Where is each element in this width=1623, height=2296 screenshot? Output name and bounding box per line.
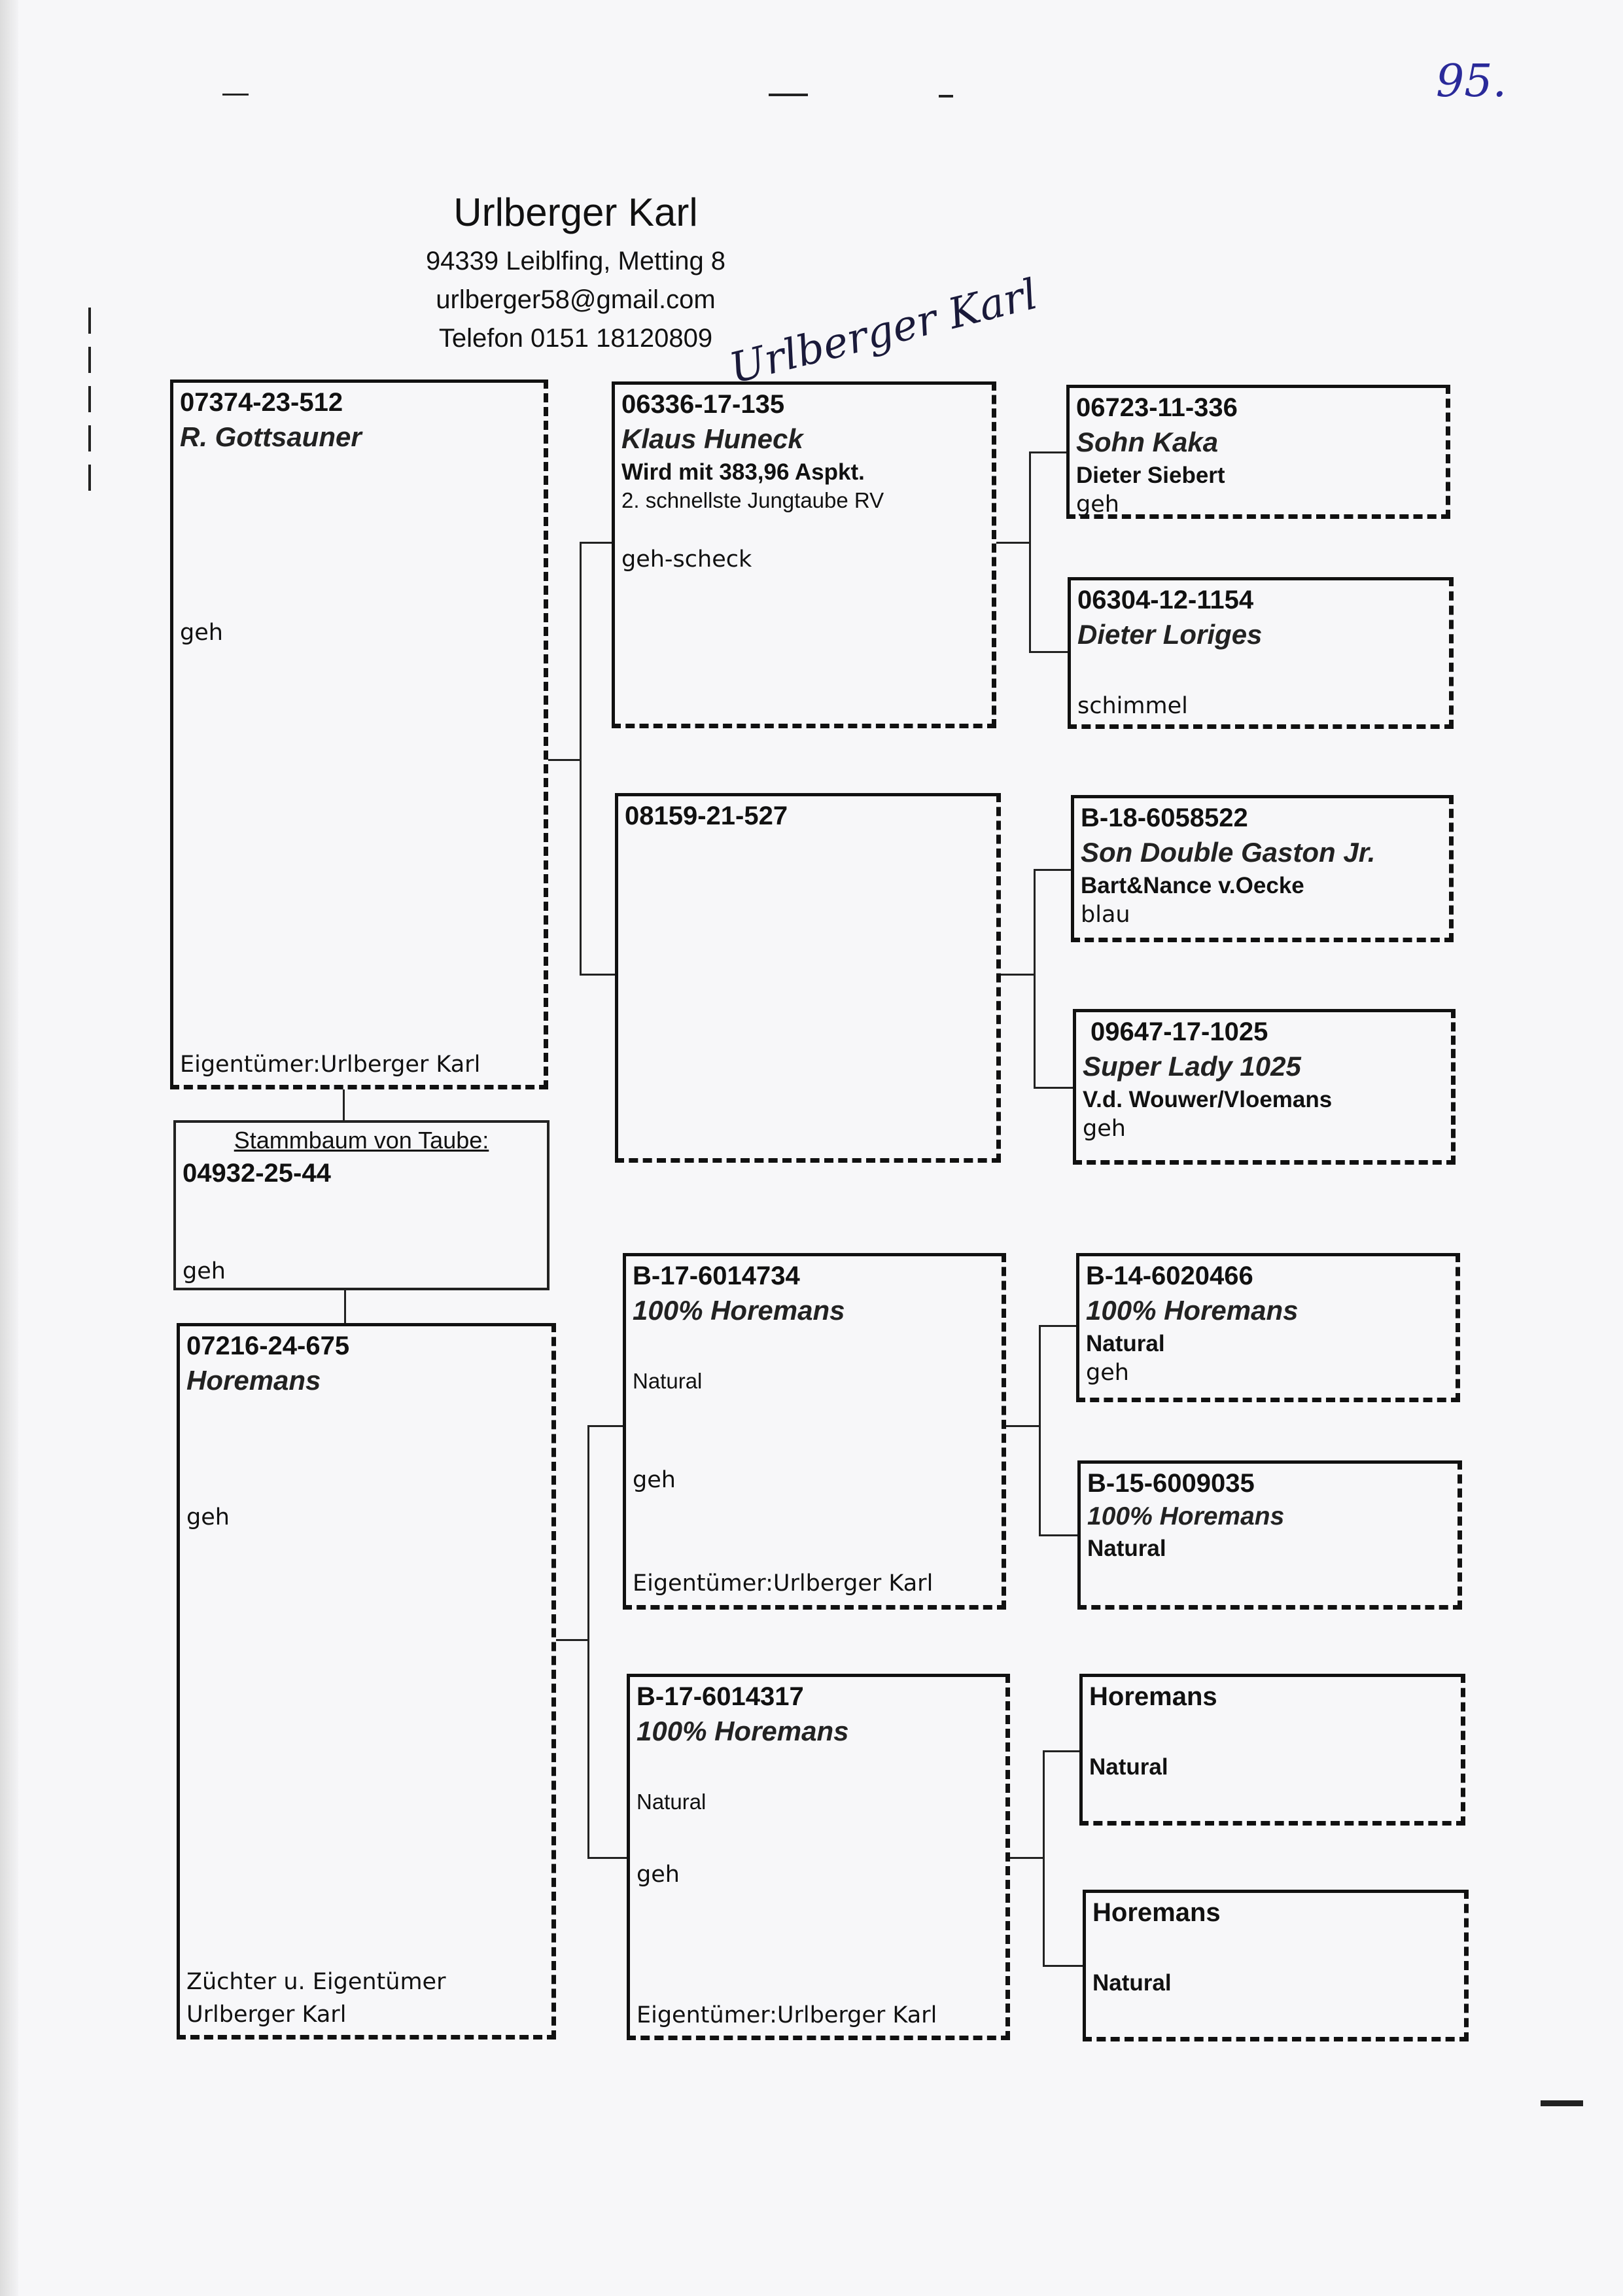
pigeon-name: 100% Horemans bbox=[1087, 1502, 1285, 1530]
ring-number: 08159-21-527 bbox=[625, 802, 788, 830]
mfm-box bbox=[1077, 1460, 1462, 1610]
ffm-box bbox=[1068, 577, 1454, 729]
page-number: 95. bbox=[1436, 56, 1507, 107]
connector-line bbox=[548, 759, 581, 761]
scan-mark bbox=[769, 94, 808, 96]
connector-line bbox=[580, 974, 615, 976]
ring-number: B-17-6014317 bbox=[637, 1682, 804, 1711]
ring-number: B-18-6058522 bbox=[1081, 804, 1248, 832]
connector-line bbox=[1043, 1965, 1083, 1967]
pigeon-name: Klaus Huneck bbox=[621, 423, 803, 454]
connector-line bbox=[1010, 1857, 1044, 1859]
connector-line bbox=[1006, 1425, 1040, 1427]
breeder-name: Urlberger Karl bbox=[186, 2002, 347, 2028]
owner-address: 94339 Leiblfing, Metting 8 bbox=[425, 247, 726, 275]
pigeon-name: Sohn Kaka bbox=[1076, 427, 1219, 457]
pigeon-color: geh-scheck bbox=[621, 546, 752, 573]
pigeon-name: Super Lady 1025 bbox=[1083, 1051, 1301, 1082]
pigeon-color: blau bbox=[1081, 902, 1130, 928]
connector-line bbox=[580, 542, 582, 975]
connector-line bbox=[1043, 1750, 1045, 1966]
connector-line bbox=[344, 1290, 346, 1323]
connector-line bbox=[587, 1425, 589, 1858]
connector-line bbox=[996, 542, 1030, 544]
mmm-box bbox=[1083, 1890, 1469, 2041]
mother-box bbox=[177, 1323, 556, 2040]
ring-number: 06723-11-336 bbox=[1076, 393, 1238, 422]
pigeon-type: Natural bbox=[637, 1790, 707, 1814]
scan-mark bbox=[939, 95, 953, 97]
performance-note: Wird mit 383,96 Aspkt. bbox=[621, 459, 865, 485]
fmm-box bbox=[1073, 1009, 1456, 1165]
connector-line bbox=[1039, 1534, 1077, 1536]
pigeon-type: Natural bbox=[1089, 1754, 1168, 1780]
breeder-header bbox=[366, 190, 785, 362]
connector-line bbox=[1029, 451, 1031, 652]
ff-box bbox=[612, 381, 996, 728]
ring-number: B-17-6014734 bbox=[633, 1262, 800, 1290]
owner-label: Eigentümer:Urlberger Karl bbox=[633, 1570, 934, 1597]
scan-mark bbox=[88, 308, 91, 491]
connector-line bbox=[1039, 1325, 1076, 1327]
pedigree-title: Stammbaum von Taube: bbox=[234, 1127, 489, 1154]
pigeon-color: geh bbox=[633, 1467, 676, 1493]
pigeon-type: Natural bbox=[633, 1369, 703, 1393]
pigeon-color: schimmel bbox=[1077, 693, 1188, 719]
pigeon-name: 100% Horemans bbox=[633, 1295, 845, 1326]
pigeon-color: geh bbox=[186, 1504, 230, 1530]
pigeon-type: Natural bbox=[1087, 1535, 1166, 1561]
connector-line bbox=[1034, 869, 1036, 1088]
pigeon-color: geh bbox=[1076, 491, 1119, 518]
pigeon-color: geh bbox=[183, 1258, 226, 1284]
fff-box bbox=[1066, 385, 1450, 519]
owner-name: Urlberger Karl bbox=[453, 190, 698, 234]
pigeon-name: Horemans bbox=[1092, 1898, 1221, 1927]
breeder-name: Dieter Siebert bbox=[1076, 462, 1225, 488]
subject-box bbox=[173, 1120, 550, 1290]
connector-line bbox=[1034, 869, 1071, 871]
owner-email: urlberger58@gmail.com bbox=[436, 285, 716, 314]
connector-line bbox=[1043, 1750, 1079, 1752]
pigeon-type: Natural bbox=[1086, 1330, 1165, 1356]
connector-line bbox=[1029, 451, 1066, 453]
pigeon-name: Son Double Gaston Jr. bbox=[1081, 837, 1376, 868]
connector-line bbox=[587, 1425, 623, 1427]
ring-number: B-15-6009035 bbox=[1087, 1469, 1255, 1498]
fmf-box bbox=[1071, 795, 1454, 942]
connector-line bbox=[587, 1857, 627, 1859]
performance-note: 2. schnellste Jungtaube RV bbox=[621, 488, 884, 513]
pigeon-color: geh bbox=[180, 620, 223, 646]
ring-number: 07216-24-675 bbox=[186, 1332, 350, 1360]
connector-line bbox=[580, 542, 612, 544]
pigeon-color: geh bbox=[1083, 1116, 1126, 1142]
ring-number: 06336-17-135 bbox=[621, 390, 785, 419]
mmf-box bbox=[1079, 1674, 1465, 1826]
owner-label: Eigentümer:Urlberger Karl bbox=[637, 2002, 937, 2028]
ring-number: 04932-25-44 bbox=[183, 1158, 331, 1188]
owner-label: Eigentümer:Urlberger Karl bbox=[180, 1051, 481, 1078]
pigeon-name: 100% Horemans bbox=[637, 1716, 849, 1746]
breeder-name: V.d. Wouwer/Vloemans bbox=[1083, 1086, 1333, 1112]
pigeon-name: Horemans bbox=[186, 1365, 321, 1396]
connector-line bbox=[343, 1089, 345, 1120]
breeder-label: Züchter u. Eigentümer bbox=[186, 1969, 446, 1995]
signature: Urlberger Karl bbox=[725, 270, 1043, 394]
scan-mark bbox=[222, 94, 249, 96]
ring-number: 09647-17-1025 bbox=[1091, 1017, 1268, 1046]
breeder-name: Bart&Nance v.Oecke bbox=[1081, 872, 1304, 898]
pigeon-color: geh bbox=[637, 1862, 680, 1888]
pigeon-name: 100% Horemans bbox=[1086, 1295, 1299, 1326]
fm-box bbox=[615, 793, 1001, 1163]
mm-box bbox=[627, 1674, 1010, 2040]
pigeon-name: Dieter Loriges bbox=[1077, 619, 1263, 650]
page-edge bbox=[0, 0, 18, 2296]
scan-mark bbox=[1541, 2100, 1583, 2106]
connector-line bbox=[1001, 974, 1035, 976]
connector-line bbox=[1039, 1325, 1041, 1536]
mf-box bbox=[623, 1253, 1006, 1610]
pigeon-type: Natural bbox=[1092, 1970, 1172, 1996]
ring-number: 06304-12-1154 bbox=[1077, 586, 1254, 614]
pigeon-name: Horemans bbox=[1089, 1682, 1217, 1711]
connector-line bbox=[1029, 651, 1068, 653]
father-box bbox=[170, 380, 548, 1089]
ring-number: B-14-6020466 bbox=[1086, 1262, 1253, 1290]
pigeon-color: geh bbox=[1086, 1360, 1129, 1386]
connector-line bbox=[556, 1639, 589, 1641]
connector-line bbox=[1034, 1087, 1073, 1089]
mff-box bbox=[1076, 1253, 1460, 1402]
owner-phone: Telefon 0151 18120809 bbox=[438, 324, 713, 353]
pigeon-name: R. Gottsauner bbox=[180, 421, 362, 452]
ring-number: 07374-23-512 bbox=[180, 388, 343, 417]
